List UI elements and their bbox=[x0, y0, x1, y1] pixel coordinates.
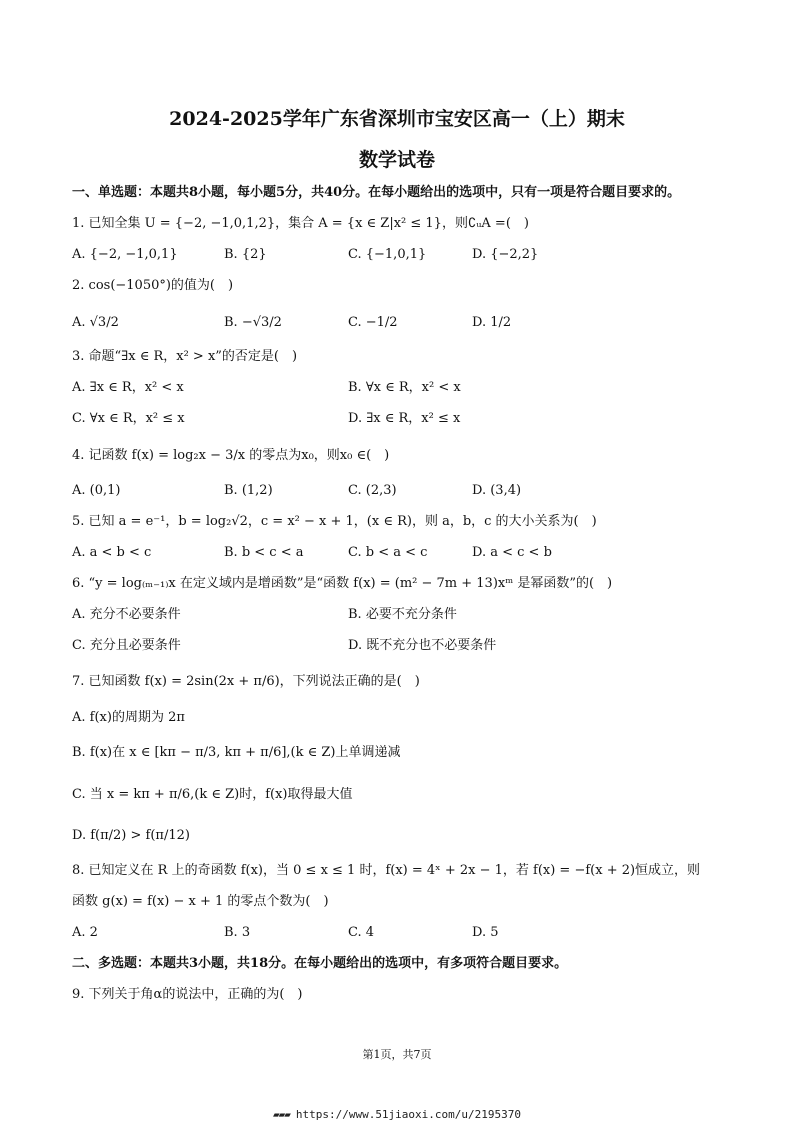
question-4-stem: 4. 记函数 f(x) = log₂x − 3/x 的零点为x₀，则x₀ ∈( ) bbox=[72, 448, 390, 463]
exam-title: 2024-2025学年广东省深圳市宝安区高一（上）期末 bbox=[169, 108, 625, 130]
question-7-option-b: B. f(x)在 x ∈ [kπ − π/3, kπ + π/6],(k ∈ Z)上单调递减 bbox=[72, 745, 401, 760]
question-6-option-b: B. 必要不充分条件 bbox=[348, 607, 457, 622]
question-6-option-d: D. 既不充分也不必要条件 bbox=[348, 638, 497, 653]
question-2-option-c: C. −1/2 bbox=[348, 315, 398, 330]
question-5-option-d: D. a < c < b bbox=[472, 545, 552, 560]
page-number: 第1页，共7页 bbox=[362, 1048, 432, 1061]
question-8-stem-line-1: 8. 已知定义在 R 上的奇函数 f(x)，当 0 ≤ x ≤ 1 时，f(x) = 4ˣ + 2x − 1，若 f(x) = −f(x + 2)恒成立，则 bbox=[72, 863, 701, 878]
question-5-option-a: A. a < b < c bbox=[72, 545, 152, 560]
question-5-stem: 5. 已知 a = e⁻¹，b = log₂√2，c = x² − x + 1，(x ∈ R)，则 a，b，c 的大小关系为( ) bbox=[72, 514, 597, 529]
question-3-option-c: C. ∀x ∈ R，x² ≤ x bbox=[72, 411, 185, 426]
section-heading-single-choice: 一、单选题：本题共8小题，每小题5分，共40分。在每小题给出的选项中，只有一项是符合题目要求的。 bbox=[72, 185, 681, 200]
question-4-option-b: B. (1,2) bbox=[224, 483, 273, 498]
question-3-option-d: D. ∃x ∈ R，x² ≤ x bbox=[348, 411, 461, 426]
watermark-url[interactable]: https://www.51jiaoxi.com/u/2195370 bbox=[295, 1108, 522, 1121]
question-1-stem: 1. 已知全集 U = {−2, −1,0,1,2}，集合 A = {x ∈ Z|x² ≤ 1}，则∁ᵤA =( ) bbox=[72, 216, 529, 231]
question-3-option-a: A. ∃x ∈ R，x² < x bbox=[72, 380, 184, 395]
question-2-stem: 2. cos(−1050°)的值为( ) bbox=[72, 278, 234, 293]
question-5-option-b: B. b < c < a bbox=[224, 545, 304, 560]
question-7-stem: 7. 已知函数 f(x) = 2sin(2x + π/6)，下列说法正确的是( ) bbox=[72, 674, 420, 689]
question-8-stem-line-2: 函数 g(x) = f(x) − x + 1 的零点个数为( ) bbox=[72, 894, 329, 909]
question-7-option-a: A. f(x)的周期为 2π bbox=[72, 710, 185, 725]
question-1-option-d: D. {−2,2} bbox=[472, 247, 539, 262]
question-1-option-c: C. {−1,0,1} bbox=[348, 247, 427, 262]
question-1-option-a: A. {−2, −1,0,1} bbox=[72, 247, 178, 262]
watermark-logo: ▰▰▰ bbox=[272, 1108, 290, 1121]
question-8-option-a: A. 2 bbox=[72, 925, 98, 940]
question-4-option-a: A. (0,1) bbox=[72, 483, 121, 498]
section-heading-multiple-choice: 二、多选题：本题共3小题，共18分。在每小题给出的选项中，有多项符合题目要求。 bbox=[72, 956, 568, 971]
question-4-option-c: C. (2,3) bbox=[348, 483, 397, 498]
question-8-option-b: B. 3 bbox=[224, 925, 251, 940]
question-6-option-a: A. 充分不必要条件 bbox=[72, 607, 181, 622]
question-4-option-d: D. (3,4) bbox=[472, 483, 522, 498]
exam-subtitle: 数学试卷 bbox=[358, 149, 435, 171]
question-3-option-b: B. ∀x ∈ R，x² < x bbox=[348, 380, 461, 395]
question-5-option-c: C. b < a < c bbox=[348, 545, 428, 560]
question-2-option-d: D. 1/2 bbox=[472, 315, 512, 330]
question-8-option-c: C. 4 bbox=[348, 925, 375, 940]
question-2-option-a: A. √3/2 bbox=[72, 315, 119, 330]
question-6-option-c: C. 充分且必要条件 bbox=[72, 638, 181, 653]
question-7-option-c: C. 当 x = kπ + π/6,(k ∈ Z)时，f(x)取得最大值 bbox=[72, 787, 353, 802]
question-1-option-b: B. {2} bbox=[224, 247, 267, 262]
watermark-url-bar bbox=[0, 1108, 794, 1121]
question-7-option-d: D. f(π/2) > f(π/12) bbox=[72, 828, 190, 843]
question-8-option-d: D. 5 bbox=[472, 925, 499, 940]
question-9-stem: 9. 下列关于角α的说法中，正确的为( ) bbox=[72, 987, 303, 1002]
question-3-stem: 3. 命题“∃x ∈ R，x² > x”的否定是( ) bbox=[72, 349, 298, 364]
question-2-option-b: B. −√3/2 bbox=[224, 315, 282, 330]
question-6-stem: 6. “y = log₍ₘ₋₁₎x 在定义域内是增函数”是“函数 f(x) = (m² − 7m + 13)xᵐ 是幂函数”的( ) bbox=[72, 576, 613, 591]
